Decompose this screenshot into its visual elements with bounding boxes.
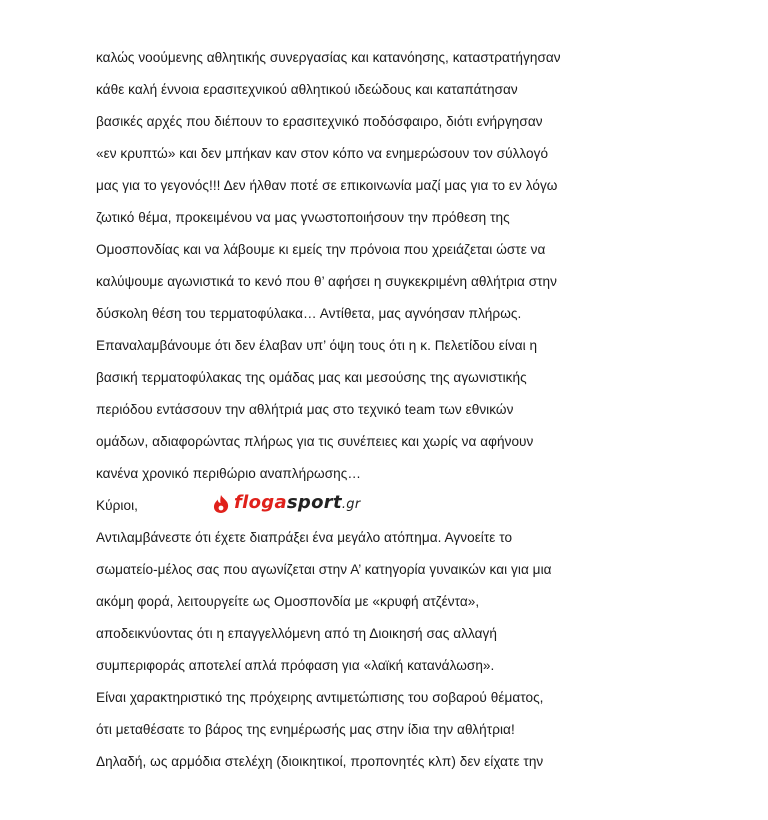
logo-text-floga: floga — [234, 492, 287, 513]
text-line: Αντιλαμβάνεστε ότι έχετε διαπράξει ένα μεγάλο ατόπημα. Αγνοείτε το — [96, 530, 513, 545]
text-line: καλώς νοούμενης αθλητικής συνεργασίας και κατανόησης, καταστρατήγησαν — [96, 50, 561, 65]
text-line: βασικές αρχές που διέπουν το ερασιτεχνικό ποδόσφαιρο, διότι ενήργησαν — [96, 114, 543, 129]
text-line: μας για το γεγονός!!! Δεν ήλθαν ποτέ σε επικοινωνία μαζί μας για το εν λόγω — [96, 178, 558, 193]
text-line: ζωτικό θέμα, προκειμένου να μας γνωστοποιήσουν την πρόθεση της — [96, 210, 510, 225]
text-line: δύσκολη θέση του τερματοφύλακα… Αντίθετα, μας αγνόησαν πλήρως. — [96, 306, 522, 321]
text-line: κάθε καλή έννοια ερασιτεχνικού αθλητικού ιδεώδους και καταπάτησαν — [96, 82, 518, 97]
text-line: καλύψουμε αγωνιστικά το κενό που θ’ αφήσει η συγκεκριμένη αθλήτρια στην — [96, 274, 558, 289]
flame-icon — [210, 494, 232, 514]
text-line: ότι μεταθέσατε το βάρος της ενημέρωσής μας στην ίδια την αθλήτρια! — [96, 722, 515, 737]
text-line: Δηλαδή, ως αρμόδια στελέχη (διοικητικοί, προπονητές κλπ) δεν είχατε την — [96, 754, 544, 769]
text-line: σωματείο-μέλος σας που αγωνίζεται στην Α’ κατηγορία γυναικών και για μια — [96, 562, 552, 577]
text-line: Ομοσπονδίας και να λάβουμε κι εμείς την πρόνοια που χρειάζεται ώστε να — [96, 242, 546, 257]
text-line: συμπεριφοράς αποτελεί απλά πρόφαση για «λαϊκή κατανάλωση». — [96, 658, 495, 673]
text-line: βασική τερματοφύλακας της ομάδας μας και μεσούσης της αγωνιστικής — [96, 370, 527, 385]
text-line: αποδεικνύοντας ότι η επαγγελλόμενη από τη Διοικησή σας αλλαγή — [96, 626, 497, 641]
logo-text-sport: sport — [286, 492, 342, 513]
text-line: κανένα χρονικό περιθώριο αναπλήρωσης… — [96, 466, 361, 481]
text-line: «εν κρυπτώ» και δεν μπήκαν καν στον κόπο να ενημερώσουν τον σύλλογό — [96, 146, 549, 161]
salutation: Κύριοι, — [96, 498, 138, 513]
logo-text-tld: .gr — [341, 497, 361, 512]
text-line: Επαναλαμβάνουμε ότι δεν έλαβαν υπ’ όψη τους ότι η κ. Πελετίδου είναι η — [96, 338, 538, 353]
text-line: ομάδων, αδιαφορώντας πλήρως για τις συνέπειες και χωρίς να αφήνουν — [96, 434, 534, 449]
page-bottom-margin — [0, 794, 768, 820]
text-line: ακόμη φορά, λειτουργείτε ως Ομοσπονδία με «κρυφή ατζέντα», — [96, 594, 480, 609]
text-line: Είναι χαρακτηριστικό της πρόχειρης αντιμετώπισης του σοβαρού θέματος, — [96, 690, 544, 705]
text-line: περιόδου εντάσσουν την αθλήτριά μας στο τεχνικό team των εθνικών — [96, 402, 514, 417]
flogasport-watermark — [210, 494, 361, 514]
